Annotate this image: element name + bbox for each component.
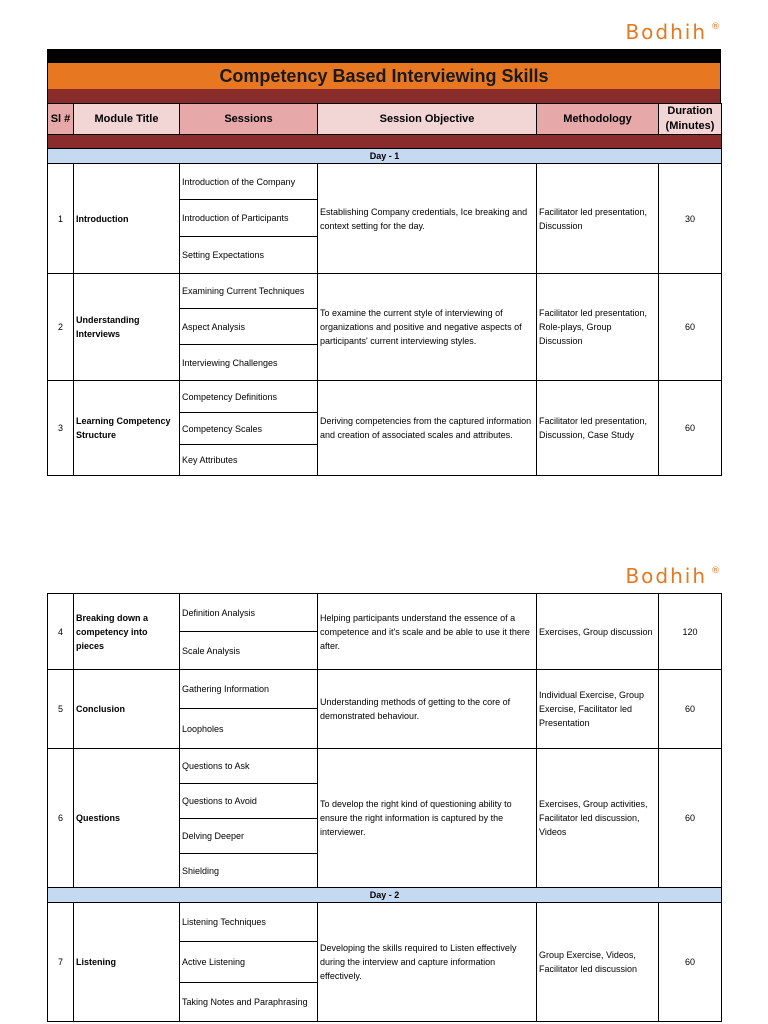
module-number: 2 [48,274,74,381]
module-title: Questions [74,749,180,888]
table-header-row [48,104,722,135]
duration: 60 [659,381,722,476]
session-objective: To develop the right kind of questioning ability to ensure the right information is captured by the interviewer. [318,749,537,888]
duration: 120 [659,594,722,670]
duration: 60 [659,670,722,749]
bodhih-logo [625,20,722,44]
table-row [48,594,722,632]
session-cell: Scale Analysis [180,632,318,670]
session-cell: Key Attributes [180,445,318,476]
session-objective: To examine the current style of interviewing of organizations and positive and negative aspects of participants' current interviewing styles. [318,274,537,381]
module-number: 4 [48,594,74,670]
header-duration-label: Duration [667,105,713,117]
day-row [48,149,722,164]
duration: 30 [659,164,722,274]
header-spacer-row [48,135,722,149]
methodology: Facilitator led presentation, Discussion, Case Study [537,381,659,476]
methodology: Exercises, Group activities, Facilitator led discussion, Videos [537,749,659,888]
duration: 60 [659,749,722,888]
registered-mark: ® [711,566,722,576]
header-methodology: Methodology [537,104,659,135]
table-row [48,274,722,309]
module-title: Conclusion [74,670,180,749]
session-cell: Interviewing Challenges [180,345,318,381]
registered-mark: ® [711,22,722,32]
brand-name: Bodhih [625,20,707,44]
day-label: Day - 1 [48,149,722,164]
module-title: Learning Competency Structure [74,381,180,476]
session-objective: Understanding methods of getting to the core of demonstrated behaviour. [318,670,537,749]
session-cell: Introduction of the Company [180,164,318,200]
session-cell: Loopholes [180,709,318,749]
header-module-title: Module Title [74,104,180,135]
session-cell: Competency Scales [180,413,318,445]
module-number: 7 [48,903,74,1022]
session-cell: Aspect Analysis [180,309,318,345]
module-number: 5 [48,670,74,749]
header-sl: Sl # [48,104,74,135]
module-title: Breaking down a competency into pieces [74,594,180,670]
module-number: 3 [48,381,74,476]
methodology: Exercises, Group discussion [537,594,659,670]
session-cell: Gathering Information [180,670,318,709]
module-title: Listening [74,903,180,1022]
session-cell: Taking Notes and Paraphrasing [180,983,318,1022]
methodology: Individual Exercise, Group Exercise, Facilitator led Presentation [537,670,659,749]
top-black-bar [47,49,721,63]
duration: 60 [659,903,722,1022]
module-number: 1 [48,164,74,274]
session-cell: Questions to Ask [180,749,318,784]
session-cell: Delving Deeper [180,819,318,854]
day-label: Day - 2 [48,888,722,903]
header-duration [659,104,722,135]
module-number: 6 [48,749,74,888]
title-divider [47,89,721,103]
session-objective: Deriving competencies from the captured information and creation of associated scales and attributes. [318,381,537,476]
document-title: Competency Based Interviewing Skills [47,63,721,89]
table-row [48,381,722,413]
header-objective: Session Objective [318,104,537,135]
table-row [48,903,722,942]
session-cell: Questions to Avoid [180,784,318,819]
session-cell: Shielding [180,854,318,888]
table-row [48,749,722,784]
schedule-sheet-2 [47,593,721,1022]
session-cell: Examining Current Techniques [180,274,318,309]
session-cell: Active Listening [180,942,318,983]
day-row [48,888,722,903]
session-objective: Helping participants understand the essence of a competence and it's scale and be able to use it there after. [318,594,537,670]
session-cell: Competency Definitions [180,381,318,413]
module-title: Introduction [74,164,180,274]
duration: 60 [659,274,722,381]
module-title: Understanding Interviews [74,274,180,381]
schedule-table-continued [47,593,722,1022]
header-sessions: Sessions [180,104,318,135]
methodology: Group Exercise, Videos, Facilitator led discussion [537,903,659,1022]
session-cell: Definition Analysis [180,594,318,632]
header-duration-unit: (Minutes) [665,120,715,132]
session-objective: Developing the skills required to Listen effectively during the interview and capture information effectively. [318,903,537,1022]
session-objective: Establishing Company credentials, Ice breaking and context setting for the day. [318,164,537,274]
methodology: Facilitator led presentation, Role-plays, Group Discussion [537,274,659,381]
schedule-sheet-1 [47,49,721,476]
table-row [48,670,722,709]
brand-name: Bodhih [625,564,707,588]
schedule-table [47,103,722,476]
bodhih-logo [625,564,722,588]
session-cell: Listening Techniques [180,903,318,942]
table-row [48,164,722,200]
methodology: Facilitator led presentation, Discussion [537,164,659,274]
session-cell: Setting Expectations [180,237,318,274]
session-cell: Introduction of Participants [180,200,318,237]
